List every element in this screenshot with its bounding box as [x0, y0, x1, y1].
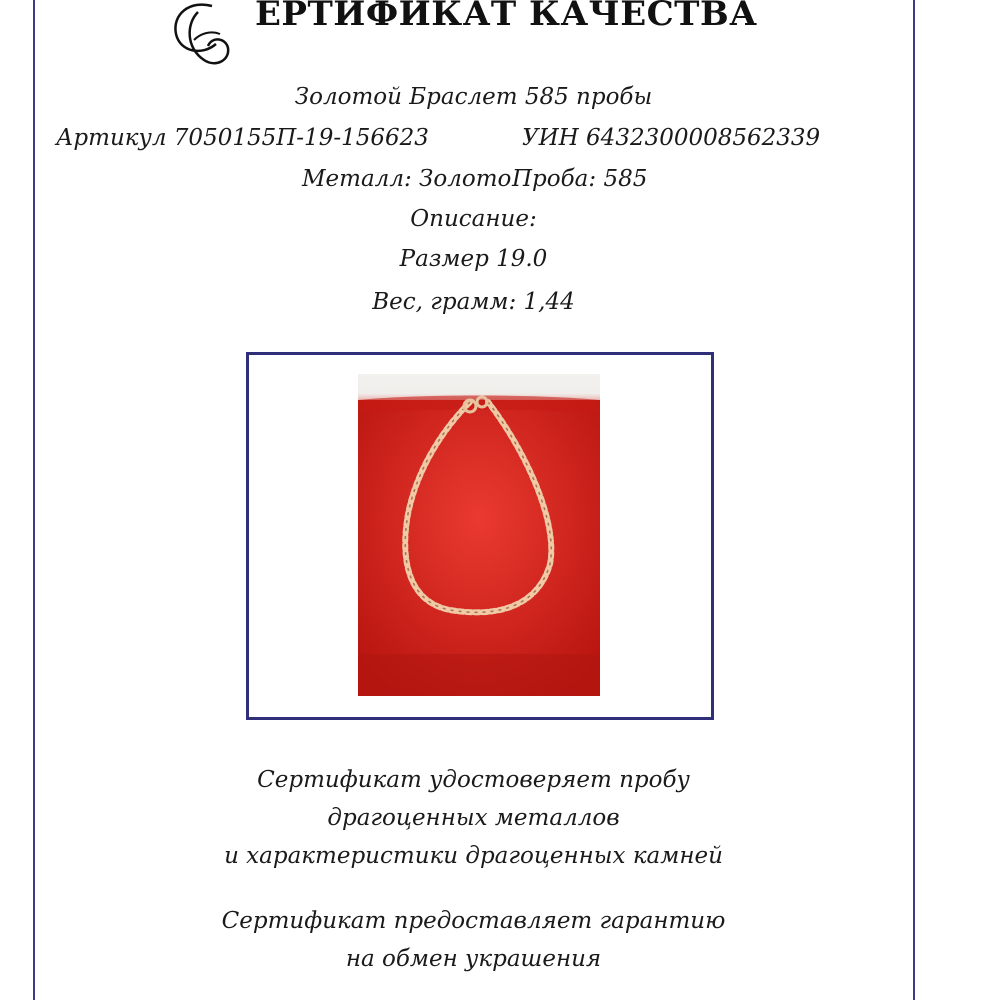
product-photo [358, 374, 600, 696]
uin-number: УИН 6432300008562339 [522, 125, 821, 151]
note-line-3: и характеристики драгоценных камней [224, 843, 723, 869]
product-name: Золотой Браслет 585 пробы [294, 84, 653, 110]
weight-field: Вес, грамм: 1,44 [372, 289, 575, 315]
size-field: Размер 19.0 [399, 246, 548, 272]
note-line-5: на обмен украшения [345, 946, 602, 972]
note-line-4: Сертификат предоставляет гарантию [221, 908, 726, 934]
certificate-title: ЕРТИФИКАТ КАЧЕСТВА [255, 0, 758, 34]
description-label: Описание: [410, 206, 537, 232]
monogram-icon [150, 0, 250, 75]
metal-field: Металл: Золото [302, 166, 512, 192]
probe-field: Проба: 585 [512, 166, 648, 192]
page-border-right [913, 0, 915, 1000]
note-line-2: драгоценных металлов [327, 805, 620, 831]
article-number: Артикул 7050155П-19-156623 [56, 125, 429, 151]
note-line-1: Сертификат удостоверяет пробу [257, 767, 690, 793]
bracelet-illustration [358, 374, 600, 696]
